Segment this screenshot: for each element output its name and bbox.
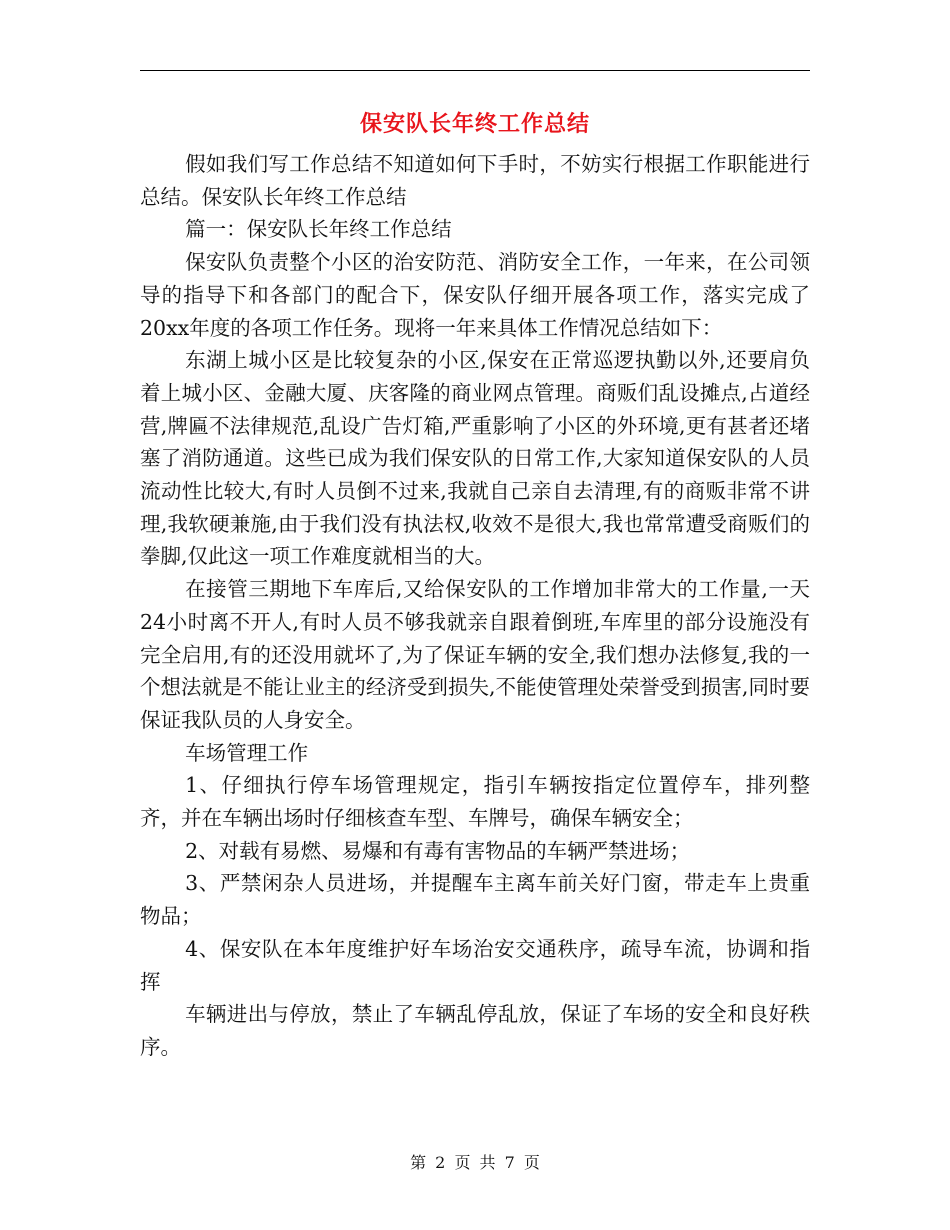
list-item: 1、仔细执行停车场管理规定，指引车辆按指定位置停车，排列整齐，并在车辆出场时仔细核查车型、车牌号，确保车辆安全； — [140, 773, 810, 831]
list-item: 2、对载有易燃、易爆和有毒有害物品的车辆严禁进场； — [185, 838, 691, 863]
document-body — [140, 148, 810, 1064]
list-item: 3、严禁闲杂人员进场，并提醒车主离车前关好门窗，带走车上贵重物品； — [140, 871, 810, 929]
paragraph: 保安队负责整个小区的治安防范、消防安全工作，一年来，在公司领导的指导下和各部门的配合下，保安队仔细开展各项工作，落实完成了20xx年度的各项工作任务。现将一年来具体工作情况总结如下： — [140, 250, 810, 340]
paragraph: 假如我们写工作总结不知道如何下手时，不妨实行根据工作职能进行总结。保安队长年终工作总结 — [140, 152, 810, 209]
paragraph: 车辆进出与停放，禁止了车辆乱停乱放，保证了车场的安全和良好秩序。 — [140, 1002, 810, 1059]
page-number: 第 2 页 共 7 页 — [410, 1153, 540, 1172]
header-rule — [140, 70, 810, 71]
paragraph: 东湖上城小区是比较复杂的小区,保安在正常巡逻执勤以外,还要肩负着上城小区、金融大厦、庆客隆的商业网点管理。商贩们乱设摊点,占道经营,牌匾不法律规范,乱设广告灯箱,严重影响了小区的外环境,更有甚者还堵塞了消防通道。这些已成为我们保安队的日常工作,大家知道保安队的人员流动性比较大,有时人员倒不过来,我就自己亲自去清理,有的商贩非常不讲理,我软硬兼施,由于我们没有执法权,收效不是很大,我也常常遭受商贩们的拳脚,仅此这一项工作难度就相当的大。 — [140, 348, 810, 569]
section-heading: 车场管理工作 — [185, 740, 309, 765]
document-title: 保安队长年终工作总结 — [359, 111, 590, 137]
paragraph: 在接管三期地下车库后,又给保安队的工作增加非常大的工作量,一天24小时离不开人,有时人员不够我就亲自跟着倒班,车库里的部分设施没有完全启用,有的还没用就坏了,为了保证车辆的安全,我们想办法修复,我的一个想法就是不能让业主的经济受到损失,不能使管理处荣誉受到损害,同时要保证我队员的人身安全。 — [140, 577, 810, 732]
section-heading: 篇一：保安队长年终工作总结 — [185, 217, 452, 242]
list-item: 4、保安队在本年度维护好车场治安交通秩序，疏导车流，协调和指挥 — [140, 936, 810, 994]
